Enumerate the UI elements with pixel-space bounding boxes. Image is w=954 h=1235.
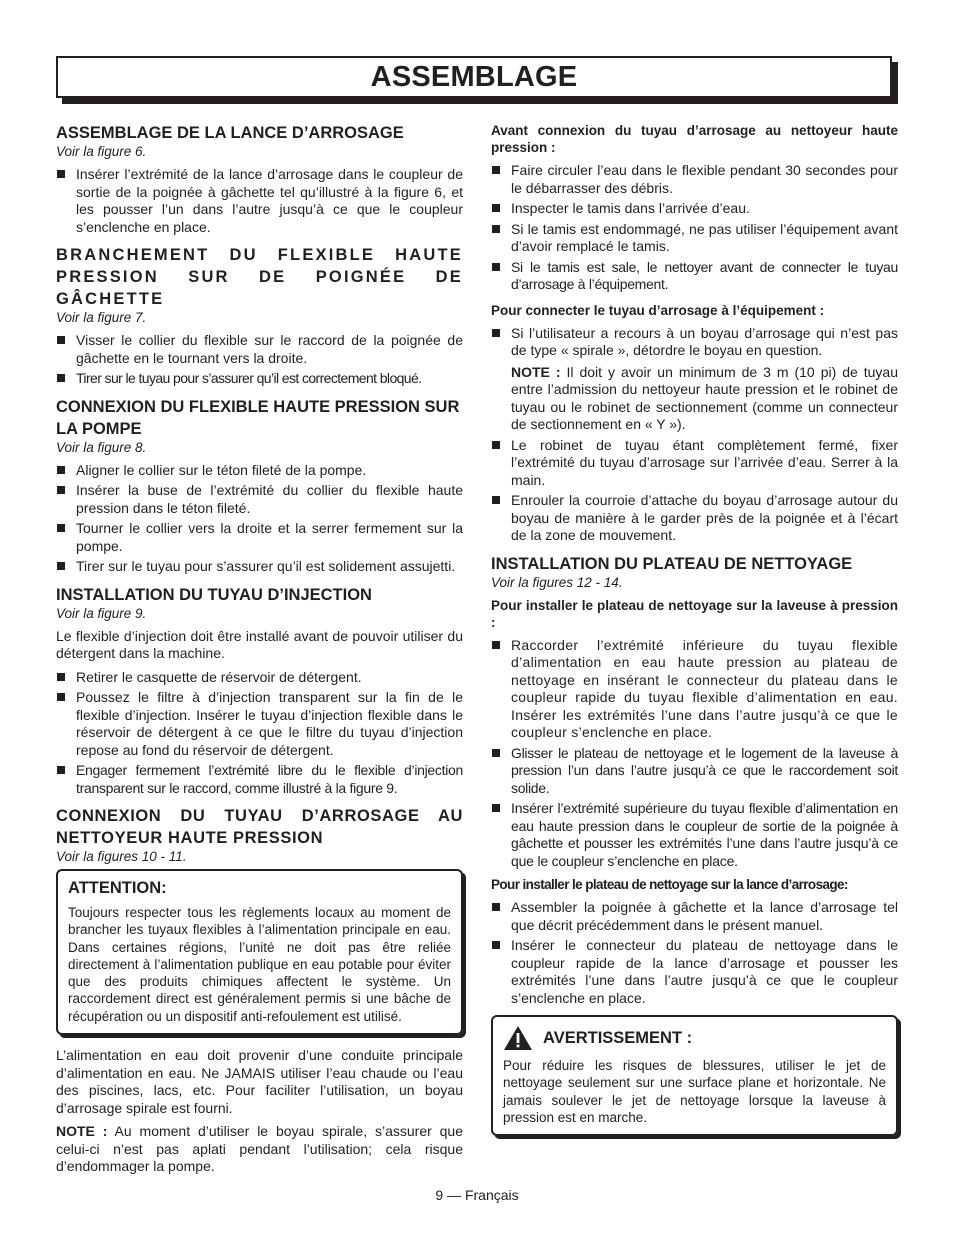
section-connect-hose <box>491 302 898 545</box>
section-hose-to-pump <box>56 396 463 576</box>
section-wand-assembly <box>56 122 463 236</box>
list-item: Le robinet de tuyau étant complètement fermé, fixer l’extrémité du tuyau d’arrosage sur l’arrivée d’eau. Serrer à la main. <box>491 437 898 490</box>
figure-reference: Voir la figures 10 - 11. <box>56 849 187 864</box>
subheading: Pour installer le plateau de nettoyage sur la laveuse à pression : <box>491 597 898 630</box>
instruction-list <box>491 637 898 871</box>
note-text: Il doit y avoir un minimum de 3 m (10 pi) de tuyau entre l’admission du nettoyeur haute pression et le robinet de tuyau ou le robinet de sectionnement (comme un connecteur de sectionnement en « Y »). <box>511 363 899 432</box>
figure-reference: Voir la figure 9. <box>56 605 147 621</box>
list-item: Insérer la buse de l’extrémité du collier du flexible haute pression dans le téton fileté. <box>56 482 463 517</box>
instruction-list <box>56 669 463 798</box>
warning-heading <box>503 1025 886 1051</box>
note-label: NOTE : <box>511 363 561 380</box>
section-injection-hose <box>56 584 463 798</box>
note-text: Au moment d’utiliser le boyau spirale, s’assurer que celui-ci n’est pas aplati pendant l’utilisation; cela risque d’endommager la pompe. <box>56 1123 464 1175</box>
instruction-list <box>56 332 463 388</box>
list-item: Si le tamis est sale, le nettoyer avant de connecter le tuyau d’arrosage à l’équipement. <box>491 259 898 294</box>
intro-paragraph: Le flexible d’injection doit être installé avant de pouvoir utiliser du détergent dans la machine. <box>56 627 463 661</box>
page-title-banner <box>56 56 892 98</box>
warning-title: AVERTISSEMENT : <box>543 1028 693 1047</box>
list-item: Tourner le collier vers la droite et la serrer fermement sur la pompe. <box>56 520 463 555</box>
page-number: 9 — Français <box>435 1187 519 1203</box>
note-label: NOTE : <box>56 1123 108 1140</box>
note-paragraph <box>56 1123 463 1176</box>
list-item: Visser le collier du flexible sur le raccord de la poignée de gâchette en le tournant vers la droite. <box>56 332 463 367</box>
attention-title: ATTENTION: <box>68 879 167 897</box>
section-cleaning-tray <box>491 553 898 1008</box>
section-heading: CONNEXION DU FLEXIBLE HAUTE PRESSION SUR LA POMPE <box>56 397 460 438</box>
section-heading: INSTALLATION DU PLATEAU DE NETTOYAGE <box>491 554 853 573</box>
list-item: Inspecter le tamis dans l’arrivée d’eau. <box>491 200 898 218</box>
instruction-list <box>56 166 463 236</box>
instruction-list <box>56 462 463 576</box>
instruction-list <box>491 899 898 1007</box>
figure-reference: Voir la figure 6. <box>56 144 147 159</box>
list-item: Insérer le connecteur du plateau de nettoyage dans le coupleur rapide de la lance d’arrosage et pousser les extrémités l’une dans l’autre jusqu’à ce que le coupleur s’enclenche en place. <box>491 937 898 1007</box>
list-item: Si le tamis est endommagé, ne pas utiliser l’équipement avant d’avoir remplacé le tamis. <box>491 221 898 256</box>
section-heading: ASSEMBLAGE DE LA LANCE D’ARROSAGE <box>56 124 404 142</box>
section-hose-to-trigger <box>56 244 463 388</box>
subheading: Pour connecter le tuyau d’arrosage à l’équipement : <box>491 302 825 318</box>
note-paragraph <box>511 364 898 434</box>
right-column <box>491 122 898 1148</box>
instruction-list <box>491 162 898 294</box>
section-heading: INSTALLATION DU TUYAU D’INJECTION <box>56 585 372 604</box>
list-item: Enrouler la courroie d’attache du boyau d’arrosage autour du boyau de manière à le garder près de la poignée et à l’écart de la zone de mouvement. <box>491 492 898 545</box>
list-item: Insérer l’extrémité supérieure du tuyau flexible d’alimentation en eau haute pression dans le coupleur de sortie de la poignée à gâchette et pousser les extrémités l’une dans l’autre jusqu’à ce que le coupleur s’enclenche en place. <box>491 800 898 870</box>
attention-box <box>56 869 463 1035</box>
list-item: Engager fermement l’extrémité libre du le flexible d’injection transparent sur le raccord, comme illustré à la figure 9. <box>56 762 463 797</box>
list-item: Faire circuler l’eau dans le flexible pendant 30 secondes pour le débarrasser des débris. <box>491 162 898 197</box>
section-heading: CONNEXION DU TUYAU D’ARROSAGE AU NETTOYEUR HAUTE PRESSION <box>56 807 463 847</box>
left-column <box>56 122 463 1182</box>
list-item <box>491 325 898 434</box>
warning-text: Pour réduire les risques de blessures, utiliser le jet de nettoyage seulement sur une surface plane et horizontale. Ne jamais soulever le jet de nettoyage lorsque la laveuse à pression est en marche. <box>503 1058 886 1125</box>
list-item: Glisser le plateau de nettoyage et le logement de la laveuse à pression l’un dans l’autre jusqu’à ce que le raccordement soit solide. <box>491 745 898 798</box>
list-item-text: Si l’utilisateur a recours à un boyau d’arrosage qui n’est pas de type « spirale », détordre le boyau en question. <box>511 324 898 358</box>
warning-box <box>491 1015 898 1136</box>
list-item: Poussez le filtre à d’injection transparent sur la fin de le flexible d’injection. Insérer le tuyau d’injection flexible dans le réservoir de détergent à ce que le filtre du tuyau d’injection repose au fond du réservoir de détergent. <box>56 689 463 759</box>
figure-reference: Voir la figures 12 - 14. <box>491 574 623 590</box>
page-footer <box>0 1187 954 1203</box>
attention-text: Toujours respecter tous les règlements locaux au moment de brancher les tuyaux flexibles à l’alimentation principale en eau. Dans certaines régions, l’unité ne doit pas être reliée directement à l’alimentation publique en eau potable pour éviter que des produits chimiques affectent le système. Un raccordement direct est généralement permis si une bâche de récupération ou un dispositif anti-refoulement est utilisé. <box>68 905 451 1024</box>
list-item: Insérer l’extrémité de la lance d’arrosage dans le coupleur de sortie de la poignée à gâchette tel qu’illustré à la figure 6, et les pousser l’un dans l’autre jusqu’à ce que le coupleur s’enclenche en place. <box>56 166 463 236</box>
list-item: Assembler la poignée à gâchette et la lance d’arrosage tel que décrit précédemment dans le présent manuel. <box>491 899 898 934</box>
page-title: ASSEMBLAGE <box>370 60 578 93</box>
warning-triangle-icon <box>503 1025 533 1051</box>
instruction-list <box>491 325 898 545</box>
subheading: Pour installer le plateau de nettoyage sur la lance d’arrosage: <box>491 877 848 892</box>
section-heading: BRANCHEMENT DU FLEXIBLE HAUTE PRESSION SUR DE POIGNÉE DE GÂCHETTE <box>56 246 463 308</box>
water-supply-paragraph: L’alimentation en eau doit provenir d’une conduite principale d’alimentation en eau. Ne JAMAIS utiliser l’eau chaude ou l’eau des piscines, lacs, etc. Pour faciliter l’utilisation, un boyau d’arrosage spirale est fourni. <box>56 1047 463 1116</box>
list-item: Tirer sur le tuyau pour s’assurer qu’il est solidement assujetti. <box>56 558 463 576</box>
figure-reference: Voir la figure 7. <box>56 310 147 325</box>
list-item: Aligner le collier sur le téton fileté de la pompe. <box>56 462 463 480</box>
subheading: Avant connexion du tuyau d’arrosage au nettoyeur haute pression : <box>491 123 898 155</box>
list-item: Tirer sur le tuyau pour s’assurer qu’il est correctement bloqué. <box>56 370 463 388</box>
list-item: Retirer le casquette de réservoir de détergent. <box>56 669 463 687</box>
list-item: Raccorder l’extrémité inférieure du tuyau flexible d’alimentation en eau haute pression au plateau de nettoyage en insérant le connecteur du plateau dans le coupleur rapide du tuyau flexible d’alimentation en eau. Insérer les extrémités l’une dans l’autre jusqu’à ce que le coupleur s’enclenche en place. <box>491 637 898 742</box>
section-garden-hose <box>56 805 463 865</box>
section-before-connect <box>491 122 898 294</box>
figure-reference: Voir la figure 8. <box>56 439 147 455</box>
